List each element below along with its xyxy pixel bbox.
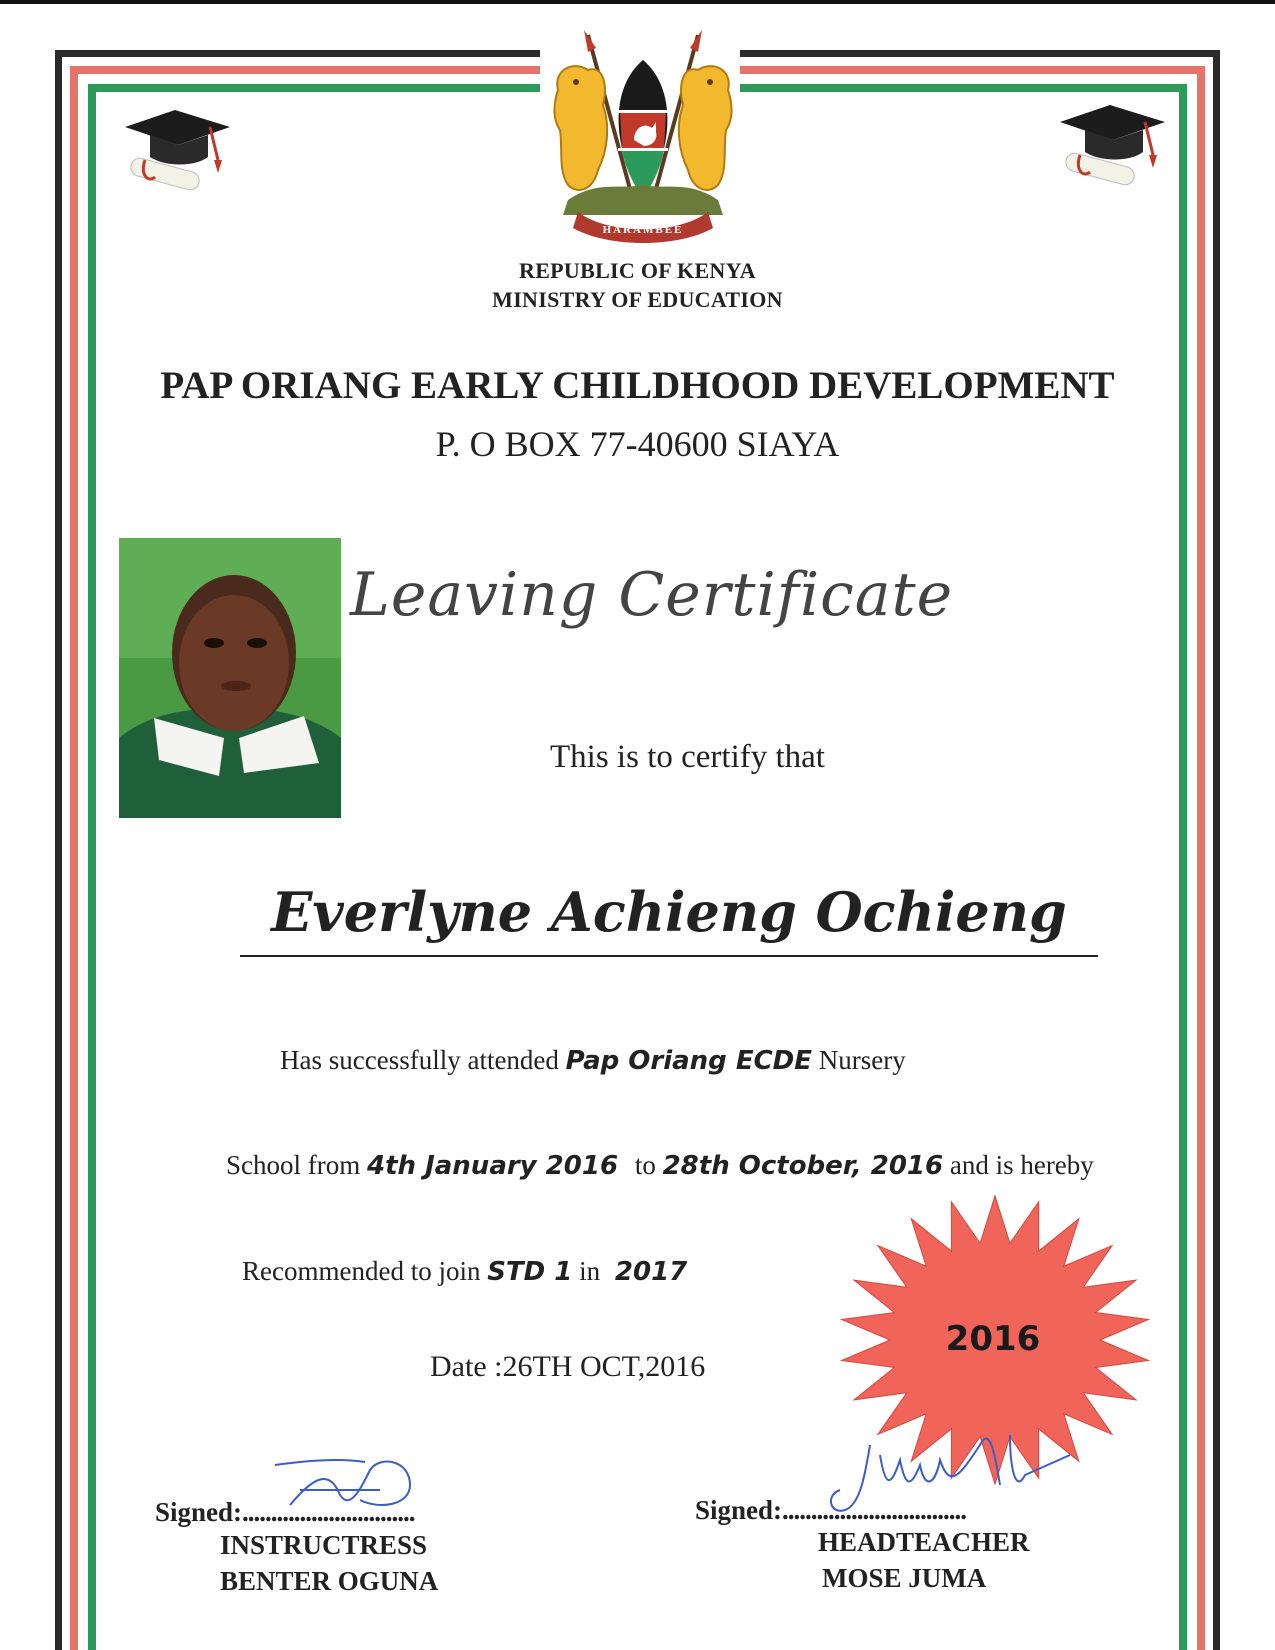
- school-name: PAP ORIANG EARLY CHILDHOOD DEVELOPMENT: [160, 364, 1115, 407]
- ministry-heading: MINISTRY OF EDUCATION: [492, 287, 783, 312]
- attendance-prefix: Has successfully attended: [280, 1045, 559, 1075]
- recommend-mid: in: [579, 1256, 601, 1286]
- emblem-motto: HARAMBEE: [602, 224, 684, 236]
- graduation-cap-icon: [120, 105, 240, 200]
- dates-mid: to: [634, 1150, 656, 1180]
- certify-text: This is to certify that: [550, 739, 825, 775]
- attended-school: Pap Oriang ECDE: [565, 1046, 813, 1076]
- signed-label: Signed:: [695, 1495, 783, 1525]
- dates-suffix: and is hereby: [949, 1150, 1094, 1180]
- recommended-class: STD 1: [487, 1257, 573, 1287]
- recommendation-line: [242, 1256, 687, 1287]
- name-underline: [240, 955, 1098, 957]
- attendance-line: [280, 1045, 906, 1076]
- instructress-signed-line: [155, 1497, 415, 1528]
- certificate-title: Leaving Certificate: [350, 560, 954, 630]
- recommended-year: 2017: [614, 1257, 688, 1287]
- start-date: 4th January 2016: [367, 1151, 619, 1181]
- graduation-cap-icon: [1055, 100, 1175, 195]
- signed-label: Signed:: [155, 1497, 243, 1527]
- signature-dots: ..............................: [242, 1497, 415, 1527]
- scan-top-edge: [0, 0, 1275, 4]
- coat-of-arms-emblem: [548, 30, 738, 245]
- student-name: Everlyne Achieng Ochieng: [271, 880, 1067, 944]
- recommend-prefix: Recommended to join: [242, 1256, 481, 1286]
- dates-prefix: School from: [226, 1150, 361, 1180]
- end-date: 28th October, 2016: [662, 1151, 944, 1181]
- instructress-name: BENTER OGUNA: [220, 1566, 439, 1596]
- headteacher-signed-line: [695, 1495, 966, 1526]
- country-heading: REPUBLIC OF KENYA: [519, 258, 756, 283]
- dates-line: [226, 1150, 1094, 1181]
- headteacher-name: MOSE JUMA: [822, 1563, 987, 1593]
- issue-date: Date :26TH OCT,2016: [430, 1350, 706, 1383]
- headteacher-title: HEADTEACHER: [818, 1527, 1030, 1557]
- badge-year: 2016: [945, 1319, 1041, 1359]
- school-address: P. O BOX 77-40600 SIAYA: [435, 424, 840, 464]
- attendance-suffix: Nursery: [818, 1045, 906, 1075]
- instructress-title: INSTRUCTRESS: [220, 1530, 428, 1560]
- student-photo: [119, 538, 341, 818]
- signature-dots: ................................: [782, 1495, 967, 1525]
